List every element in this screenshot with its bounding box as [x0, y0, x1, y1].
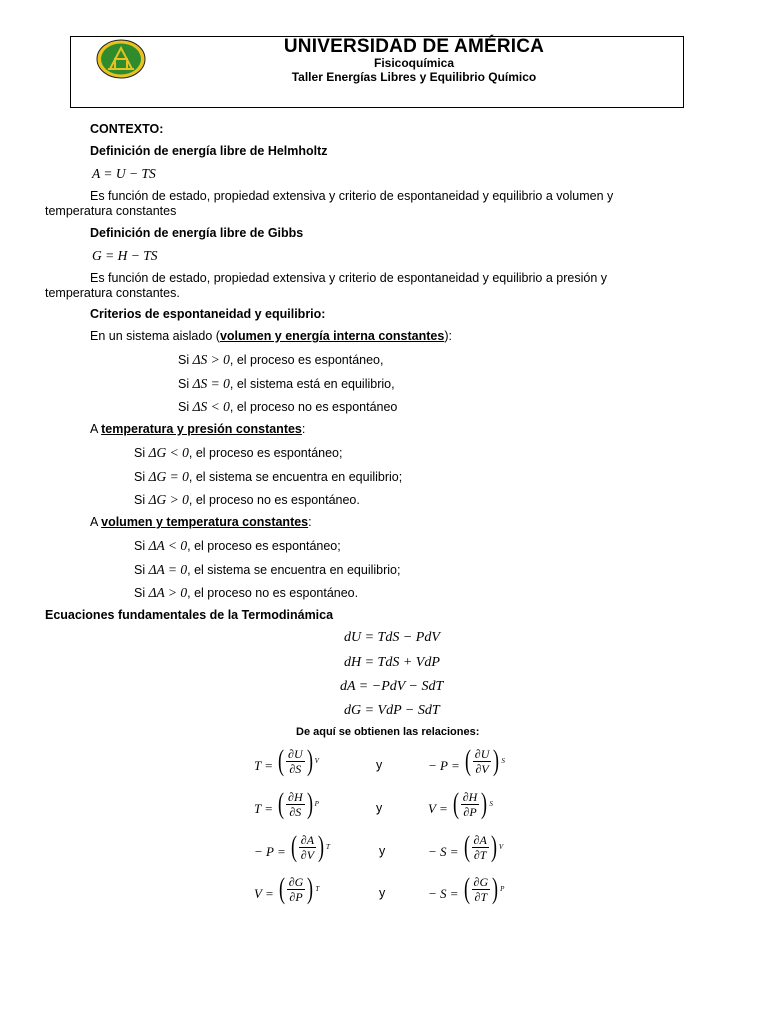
fraction	[472, 833, 489, 862]
numerator: ∂U	[474, 746, 490, 761]
subject-title: Fisicoquímica	[373, 56, 455, 70]
partial-derivative	[451, 789, 493, 819]
fundamental-equation: dH = TdS + VdP	[344, 655, 440, 670]
numerator: ∂A	[473, 832, 487, 847]
fraction	[286, 747, 305, 776]
constant-subscript: T	[326, 843, 330, 851]
fraction	[473, 747, 492, 776]
criterion-row	[134, 492, 360, 508]
context-heading: CONTEXTO:	[90, 122, 164, 136]
denominator: ∂P	[463, 804, 477, 819]
relations-heading: De aquí se obtienen las relaciones:	[296, 726, 480, 738]
denominator: ∂T	[473, 847, 487, 862]
partial-derivative	[276, 789, 319, 819]
gibbs-description-line2: temperatura constantes.	[45, 286, 180, 300]
fraction	[287, 875, 306, 904]
denominator: ∂T	[474, 889, 488, 904]
left-paren: (	[290, 830, 297, 863]
fraction	[472, 875, 491, 904]
partial-derivative	[276, 746, 319, 776]
fraction	[299, 833, 316, 862]
numerator: ∂A	[300, 832, 315, 847]
gibbs-equation: G = H − TS	[92, 248, 158, 263]
si-label: Si	[134, 446, 146, 460]
criterion-text: , el proceso no es espontáneo.	[188, 493, 360, 507]
si-label: Si	[134, 563, 146, 577]
condition: ΔS = 0	[192, 376, 230, 391]
relation-right	[428, 874, 504, 904]
fraction	[286, 790, 305, 819]
denominator: ∂V	[300, 847, 315, 862]
right-paren: )	[481, 787, 488, 820]
left-paren: (	[464, 744, 471, 777]
right-paren: )	[307, 872, 314, 905]
right-paren: )	[492, 872, 499, 905]
relation-lhs: − S =	[428, 886, 459, 901]
gibbs-title: Definición de energía libre de Gibbs	[90, 226, 304, 240]
numerator: ∂U	[288, 746, 303, 761]
constant-subscript: P	[314, 800, 319, 808]
isolated-suffix: ):	[444, 329, 452, 343]
left-paren: (	[463, 872, 470, 905]
si-label: Si	[178, 377, 190, 391]
condition: ΔG > 0	[148, 492, 189, 507]
constant-subscript: V	[314, 757, 319, 765]
constant-subscript: T	[315, 885, 320, 893]
si-label: Si	[134, 586, 146, 600]
criterion-text: , el proceso es espontáneo;	[188, 446, 343, 460]
fundamental-equation: dG = VdP − SdT	[344, 703, 440, 718]
university-crest-icon	[96, 39, 146, 79]
si-label: Si	[178, 400, 190, 414]
left-paren: (	[463, 830, 470, 863]
partial-derivative	[289, 832, 330, 862]
relation-right	[428, 789, 493, 819]
criterion-row	[178, 352, 383, 368]
relation-lhs: T =	[254, 758, 274, 773]
relation-lhs: V =	[428, 801, 448, 816]
denominator: ∂S	[289, 761, 302, 776]
tp-constant-line	[90, 422, 305, 437]
numerator: ∂G	[288, 874, 304, 889]
relation-lhs: − P =	[428, 758, 460, 773]
helmholtz-equation: A = U − TS	[92, 166, 156, 181]
relation-left	[254, 832, 330, 862]
criterion-row	[134, 469, 402, 485]
criterion-row	[178, 376, 395, 392]
relation-lhs: − S =	[428, 844, 459, 859]
left-paren: (	[278, 744, 285, 777]
connector-y: y	[376, 801, 383, 815]
partial-derivative	[462, 832, 504, 862]
condition: ΔG < 0	[148, 445, 189, 460]
fraction	[461, 790, 480, 819]
denominator: ∂V	[475, 761, 489, 776]
criterion-row	[134, 445, 342, 461]
numerator: ∂H	[288, 789, 303, 804]
criteria-heading: Criterios de espontaneidad y equilibrio:	[90, 307, 326, 321]
relation-lhs: V =	[254, 886, 274, 901]
condition: ΔS > 0	[192, 352, 230, 367]
isolated-prefix: En un sistema aislado (	[90, 329, 220, 343]
relation-lhs: T =	[254, 801, 274, 816]
criterion-row	[134, 562, 400, 578]
condition: ΔS < 0	[192, 399, 230, 414]
right-paren: )	[493, 744, 500, 777]
condition: ΔG = 0	[148, 469, 189, 484]
right-paren: )	[306, 787, 313, 820]
constant-subscript: S	[501, 757, 505, 765]
criterion-text: , el proceso es espontáneo,	[229, 353, 384, 367]
connector-y: y	[379, 886, 386, 900]
vt-prefix: A	[90, 515, 102, 529]
criterion-text: , el sistema está en equilibrio,	[229, 377, 395, 391]
helmholtz-description-line2: temperatura constantes	[45, 204, 177, 218]
denominator: ∂S	[289, 804, 302, 819]
criterion-text: , el proceso no es espontáneo.	[187, 586, 359, 600]
connector-y: y	[379, 844, 386, 858]
connector-y: y	[376, 758, 383, 772]
criterion-text: , el proceso es espontáneo;	[187, 539, 341, 553]
tp-suffix: :	[301, 422, 306, 436]
constant-subscript: P	[500, 885, 505, 893]
fundamental-equation: dU = TdS − PdV	[344, 630, 440, 645]
relation-left	[254, 874, 319, 904]
vt-conditions: volumen y temperatura constantes	[101, 515, 309, 529]
constant-subscript: V	[498, 843, 504, 851]
si-label: Si	[134, 470, 146, 484]
helmholtz-description-line1: Es función de estado, propiedad extensiva y criterio de espontaneidad y equilibrio a volumen y	[90, 189, 614, 203]
denominator: ∂P	[289, 889, 303, 904]
isolated-conditions: volumen y energía interna constantes	[219, 329, 445, 343]
condition: ΔA = 0	[148, 562, 188, 577]
workshop-title: Taller Energías Libres y Equilibrio Químico	[291, 70, 537, 84]
relation-right	[428, 746, 505, 776]
criterion-row	[178, 399, 397, 415]
tp-prefix: A	[90, 422, 102, 436]
helmholtz-title: Definición de energía libre de Helmholtz	[90, 144, 328, 158]
condition: ΔA < 0	[148, 538, 188, 553]
relation-left	[254, 789, 319, 819]
criterion-row	[134, 585, 358, 601]
criterion-text: , el sistema se encuentra en equilibrio;	[187, 563, 401, 577]
vt-suffix: :	[308, 515, 312, 529]
numerator: ∂G	[473, 874, 489, 889]
left-paren: (	[278, 872, 285, 905]
isolated-system-line	[90, 329, 452, 344]
university-title: UNIVERSIDAD DE AMÉRICA	[283, 36, 545, 57]
si-label: Si	[134, 539, 146, 553]
tp-conditions: temperatura y presión constantes	[101, 422, 302, 436]
gibbs-description-line1: Es función de estado, propiedad extensiva y criterio de espontaneidad y equilibrio a presión y	[90, 271, 607, 285]
relation-lhs: − P =	[254, 844, 286, 859]
partial-derivative	[463, 746, 505, 776]
right-paren: )	[306, 744, 313, 777]
partial-derivative	[277, 874, 320, 904]
fundamental-equation: dA = −PdV − SdT	[340, 679, 444, 694]
relation-left	[254, 746, 319, 776]
fundamental-heading: Ecuaciones fundamentales de la Termodinámica	[45, 608, 334, 622]
left-paren: (	[278, 787, 285, 820]
criterion-text: , el sistema se encuentra en equilibrio;	[188, 470, 403, 484]
si-label: Si	[134, 493, 146, 507]
relation-right	[428, 832, 503, 862]
right-paren: )	[490, 830, 497, 863]
vt-constant-line	[90, 515, 312, 530]
criterion-row	[134, 538, 341, 554]
si-label: Si	[178, 353, 190, 367]
criterion-text: , el proceso no es espontáneo	[229, 400, 398, 414]
condition: ΔA > 0	[148, 585, 188, 600]
constant-subscript: S	[489, 800, 493, 808]
right-paren: )	[318, 830, 325, 863]
partial-derivative	[462, 874, 505, 904]
numerator: ∂H	[462, 789, 478, 804]
left-paren: (	[452, 787, 459, 820]
